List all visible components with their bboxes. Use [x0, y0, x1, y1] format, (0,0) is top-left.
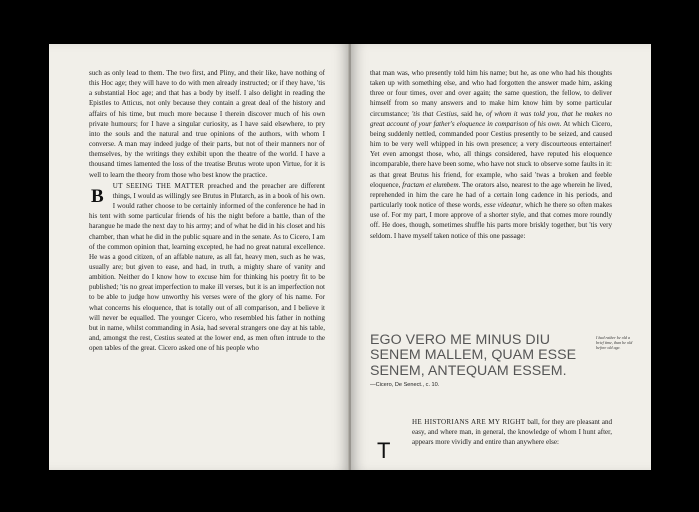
right-text-c: At which Cicero, being suddenly nettled, commanded poor Cestius presently to be seized, and caused him to be very well whipped in his own presence; a very discourteous entertainer! Yet even amongst those, who, all things considered, have reputed his eloquence incomparable, there have been some, who have not stuck to observe some faults in it: as that great Brutus his friend, for example, who said 'twas a broken and feeble eloquence, — [370, 119, 612, 189]
right-page-body — [370, 68, 612, 241]
drop-cap-t: T — [377, 438, 391, 463]
right-text-a: that man was, who presently told him his name; but he, as one who had his thoughts taken up with something else, and who had forgotten the answer made him, asking three or four times, over and over again; the same question, the fellow, to deliver himself from so many answers and to make him know him by some particular circumstance; — [370, 69, 612, 118]
left-page-body — [89, 68, 325, 353]
side-note: I had rather be old a brief time, than be old before old age. — [596, 335, 633, 351]
right-paragraph-2 — [412, 417, 612, 447]
latin-quote: EGO VERO ME MINUS DIU SENEM MALLEM, QUAM ESSE SENEM, ANTEQUAM ESSEM. — [370, 332, 577, 379]
right-italic-4: esse videatur — [483, 201, 522, 210]
right-italic-2: of whom it was told you, that he makes no great account of your father's eloquence in comparison of his own. — [370, 109, 612, 128]
right-page — [351, 44, 651, 470]
left-paragraph-1: such as only lead to them. The two first, and Pliny, and their like, have nothing of this Hoc age; they will have to do with men already instructed; or if they have, 'tis a substantial Hoc age; and that has a body by itself. I also delight in reading the Epistles to Atticus, not only because they contain a great deal of the history and affairs of his time, but much more because I therein discover much of his own private humours; for I have a singular curiosity, as I have said elsewhere, to pry into the souls and the natural and true opinions of the authors, with whom I converse. A man may indeed judge of their parts, but not of their manners nor of themselves, by the writings they exhibit upon the theatre of the world. I have a thousand times lamented the loss of the treatise Brutus wrote upon Virtue, for it is well to learn the theory from those who best know the practice. — [89, 69, 325, 179]
right-paragraph-1 — [370, 68, 612, 241]
left-paragraph-2-text: preached and the preacher are different things, I would as willingly see Brutus in Plutarch, as in a book of his own. I would rather choose to be certainly informed of the conference he had in his tent with some particular friends of his the night before a battle, than of the harangue he made the next day to his army; and of what he did in his closet and his chamber, than what he did in the public square and in the senate. As to Cicero, I am of the common opinion that, learning excepted, he had no great natural excellence. He was a good citizen, of an affable nature, as all fat, heavy men, such as he was, usually are; but given to ease, and had, in truth, a mighty share of vanity and ambition. Neither do I know how to excuse him for thinking his poetry fit to be published; 'tis no great imperfection to make ill verses, but it is an imperfection not to be able to judge how unworthy his verses were of the glory of his name. For what concerns his eloquence, that is totally out of all comparison, and I believe it will never be equalled. The younger Cicero, who resembled his father in nothing but in name, whilst commanding in Asia, had several strangers one day at his table, and, amongst the rest, Cestius seated at the lower end, as men often intrude to the open tables of the great. Cicero asked one of his people who — [89, 181, 325, 353]
right-text-b: , said he, — [456, 109, 487, 118]
right-text-d: . The orators also, nearest to the age wherein he lived, reprehended in him the care he had of a certain long cadence in his periods, and particularly took notice of these words, — [370, 180, 612, 210]
left-paragraph-2 — [89, 181, 325, 354]
right-text-e: , which he there so often makes use of. For my part, I more approve of a shorter style, and that comes more roundly off. He does, though, sometimes shuffle his parts more briskly together, but 'tis very seldom. I have myself taken notice of this one passage: — [370, 201, 612, 240]
right-italic-1: 'tis that Cestius — [411, 109, 457, 118]
lead-in-right: HE HISTORIANS ARE MY RIGHT — [412, 418, 526, 426]
quote-citation: —Cicero, De Senect., c. 10. — [370, 382, 440, 388]
right-italic-3: fractam et elumbem — [402, 180, 459, 189]
drop-cap-b: B — [91, 185, 104, 207]
right-paragraph-2-text: ball, for they are pleasant and easy, and where man, in general, the knowledge of whom I hunt after, appears more vividly and entire than anywhere else: — [412, 418, 612, 447]
left-page — [49, 44, 349, 470]
lead-in-left: UT SEEING THE MATTER — [112, 181, 205, 190]
